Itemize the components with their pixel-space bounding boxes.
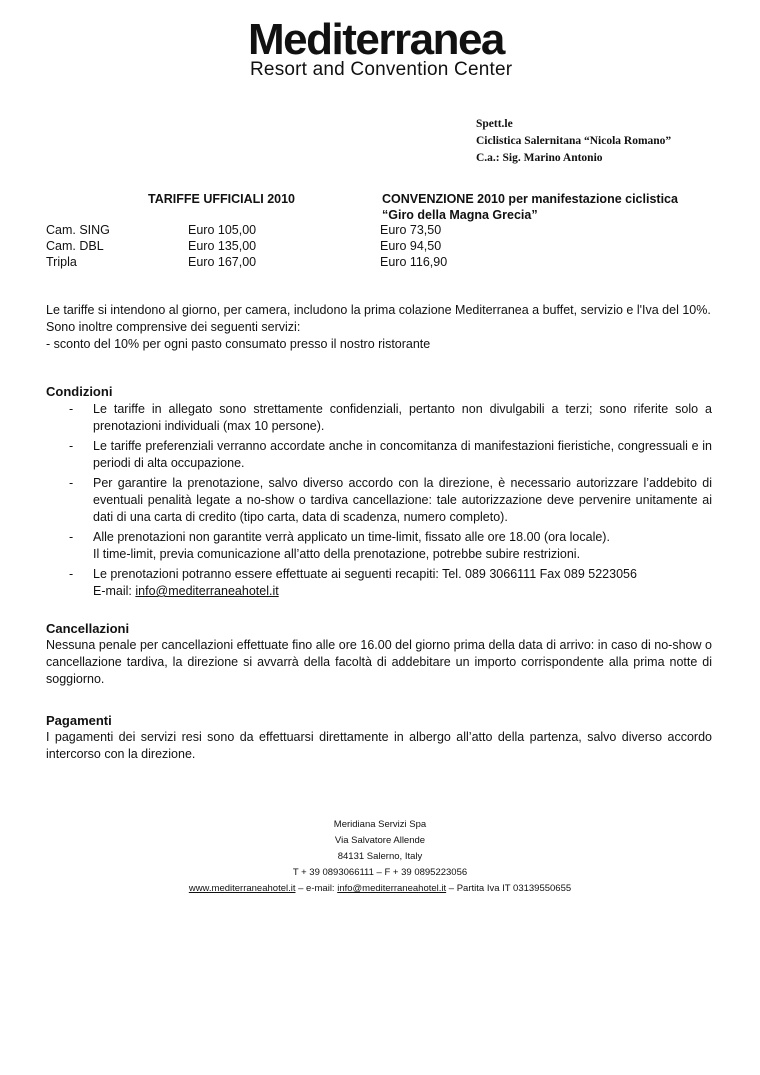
recipient-attention: C.a.: Sig. Marino Antonio	[476, 152, 603, 164]
intro-services-heading: Sono inoltre comprensive dei seguenti servizi:	[46, 320, 301, 334]
convention-rate: Euro 94,50	[380, 239, 442, 253]
email-link[interactable]: info@mediterraneahotel.it	[135, 584, 279, 598]
convention-rate: Euro 73,50	[380, 223, 442, 237]
list-item	[46, 566, 712, 600]
official-rates-heading: TARIFFE UFFICIALI 2010	[148, 192, 296, 206]
email-label: E-mail:	[93, 584, 136, 598]
logo-name: Mediterranea	[248, 15, 504, 64]
condition-text: - Alle prenotazioni non garantite verrà applicato un time-limit, fissato alle ore 18.00 (ora locale).	[93, 530, 610, 544]
list-item	[46, 475, 712, 526]
rates-intro	[46, 302, 712, 353]
footer-city: 84131 Salerno, Italy	[337, 851, 423, 862]
official-rate: Euro 135,00	[188, 239, 257, 253]
recipient-salutation: Spett.le	[476, 118, 513, 130]
recipient-company: Ciclistica Salernitana “Nicola Romano”	[476, 135, 672, 147]
condition-text: Le tariffe in allegato sono strettamente confidenziali, pertanto non divulgabili a terzi; sono riferite solo a prenotazioni individuali (max 10 persone).	[93, 402, 712, 433]
conditions-list	[46, 401, 712, 603]
room-type: Cam. DBL	[46, 239, 104, 253]
footer-email-link[interactable]: info@mediterraneahotel.it	[337, 883, 447, 894]
logo-subtitle: Resort and Convention Center	[250, 59, 513, 80]
footer-street: Via Salvatore Allende	[334, 835, 426, 846]
condition-text: - Le prenotazioni potranno essere effettuate ai seguenti recapiti: Tel. 089 3066111 Fax 089 5223056	[93, 567, 637, 581]
website-link[interactable]: www.mediterraneahotel.it	[188, 883, 296, 894]
footer-email-sep: – e-mail:	[295, 883, 338, 894]
cancellations-text: Nessuna penale per cancellazioni effettuate fino alle ore 16.00 del giorno prima della data di arrivo: in caso di no-show o cancellazione tardiva, la direzione si avvarrà della facoltà di addebitare un importo corrispondente alla prima notte di soggiorno.	[46, 638, 712, 686]
footer-company: Meridiana Servizi Spa	[333, 819, 427, 830]
official-rate: Euro 167,00	[188, 255, 257, 269]
intro-discount: - sconto del 10% per ogni pasto consumato presso il nostro ristorante	[46, 337, 431, 351]
footer-vat: – Partita Iva IT 03139550655	[446, 883, 572, 894]
list-item	[46, 529, 712, 563]
intro-rates-included: Le tariffe si intendono al giorno, per camera, includono la prima colazione Mediterranea a buffet, servizio e l'Iva del 10%.	[46, 303, 711, 317]
condition-text: Il time-limit, previa comunicazione all’atto della prenotazione, potrebbe subire restrizioni.	[93, 547, 581, 561]
recipient-block	[476, 116, 671, 167]
room-type: Cam. SING	[46, 223, 110, 237]
convention-rates-heading: CONVENZIONE 2010 per manifestazione ciclistica “Giro della Magna Grecia”	[382, 192, 678, 222]
cancellations-title: Cancellazioni	[46, 621, 130, 636]
conditions-title: Condizioni	[46, 384, 113, 399]
condition-text: Per garantire la prenotazione, salvo diverso accordo con la direzione, è necessario autorizzare l’addebito di eventuali penalità legate a no-show o tardiva cancellazione: tale autorizzazione deve pervenire unitamente ai dati di una carta di credito (tipo carta, data di scadenza, numero completo).	[93, 476, 712, 524]
contact-email-line	[93, 583, 712, 600]
footer-contacts	[120, 881, 640, 897]
condition-text: Le tariffe preferenziali verranno accordate anche in concomitanza di manifestazioni fieristiche, congressuali e in periodi di alta occupazione.	[93, 439, 712, 470]
room-type: Tripla	[46, 255, 77, 269]
payments-title: Pagamenti	[46, 713, 112, 728]
footer-phone-fax: T + 39 0893066111 – F + 39 0895223056	[292, 867, 468, 878]
list-item	[46, 438, 712, 472]
convention-rate: Euro 116,90	[380, 255, 448, 269]
official-rate: Euro 105,00	[188, 223, 257, 237]
footer	[120, 817, 640, 897]
payments-text: I pagamenti dei servizi resi sono da effettuarsi direttamente in albergo all’atto della partenza, salvo diverso accordo intercorso con la direzione.	[46, 730, 712, 761]
list-item	[46, 401, 712, 435]
